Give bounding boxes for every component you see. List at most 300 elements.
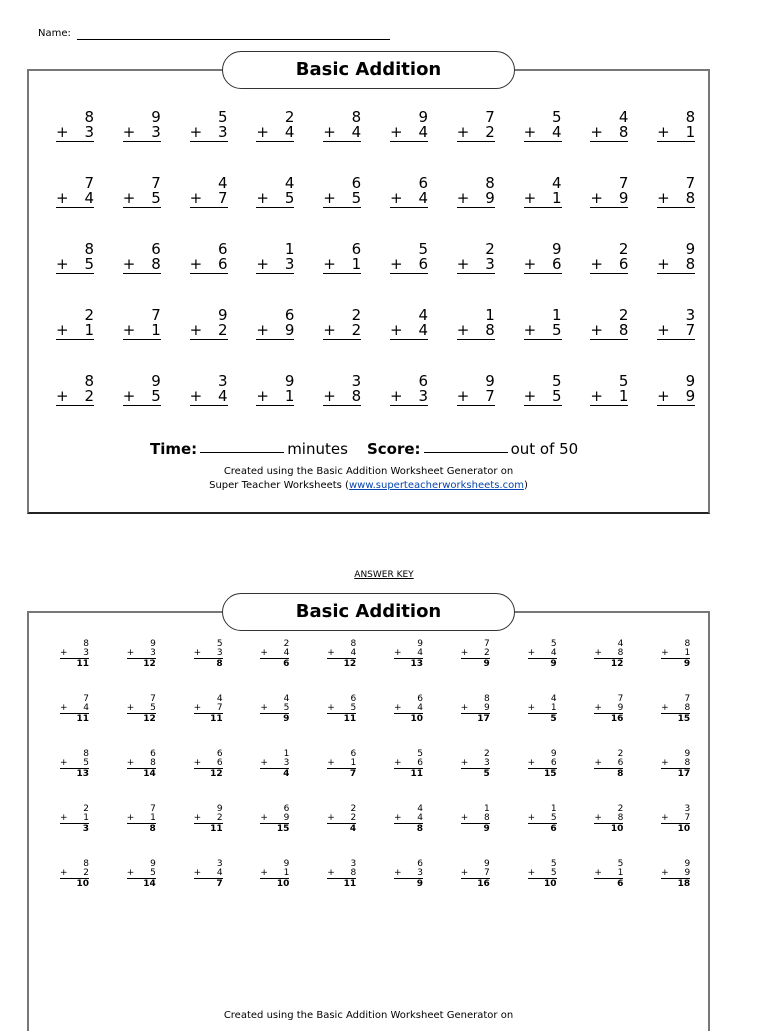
addend-top: 7 [84, 174, 94, 192]
addend-bottom [323, 125, 361, 142]
key-addend-top: 2 [350, 804, 357, 814]
answer-key-grid [56, 640, 692, 915]
problem [256, 374, 294, 440]
key-addend-top: 3 [216, 859, 223, 869]
key-addend-top: 4 [550, 694, 557, 704]
key-addend-bottom-value: 4 [216, 868, 223, 878]
plus-sign: + [323, 255, 336, 273]
key-plus-sign: + [327, 703, 335, 713]
key-addend-bottom-value: 9 [617, 703, 624, 713]
addend-top: 8 [685, 108, 696, 126]
key-sum: 12 [610, 659, 624, 669]
addend-bottom [524, 323, 562, 340]
addend-top: 5 [218, 108, 228, 126]
problem [524, 176, 562, 242]
key-addend-bottom-value: 1 [684, 648, 691, 658]
problem [323, 110, 361, 176]
addend-top: 7 [151, 306, 161, 324]
problem [457, 110, 495, 176]
problem [390, 308, 428, 374]
addend-bottom [123, 323, 161, 340]
key-plus-sign: + [527, 648, 536, 658]
addend-bottom [56, 191, 94, 208]
key-addend-bottom-value: 9 [283, 813, 290, 823]
answer-key-problem [394, 695, 423, 750]
plus-sign: + [56, 255, 69, 273]
key-addend-bottom [461, 814, 490, 824]
key-plus-sign: + [260, 648, 268, 658]
addend-top: 5 [552, 108, 562, 126]
problem [524, 308, 562, 374]
addend-top: 2 [84, 306, 94, 324]
key-addend-bottom [461, 704, 490, 714]
key-addend-top: 6 [150, 749, 156, 759]
addend-bottom-value: 8 [685, 255, 696, 273]
answer-key-problem [60, 860, 89, 915]
key-addend-top: 8 [83, 749, 89, 759]
key-addend-bottom [661, 704, 690, 714]
key-plus-sign: + [193, 758, 202, 768]
addend-top: 3 [685, 306, 696, 324]
key-addend-bottom [194, 649, 223, 659]
key-sum: 15 [677, 714, 691, 724]
time-score-line [150, 440, 578, 458]
key-addend-bottom-value: 1 [150, 813, 156, 823]
key-sum: 5 [483, 769, 490, 779]
key-sum: 7 [349, 769, 357, 779]
addend-bottom-value: 3 [485, 255, 495, 273]
addend-bottom [657, 257, 695, 274]
score-suffix: out of 50 [510, 440, 579, 458]
addend-top: 7 [151, 174, 161, 192]
key-addend-bottom-value: 1 [350, 758, 357, 768]
key-addend-top: 1 [550, 804, 557, 814]
credit-line-1: Created using the Basic Addition Worksheet Generator on [223, 466, 514, 477]
key-plus-sign: + [60, 813, 68, 823]
addend-bottom [390, 323, 428, 340]
addend-bottom [457, 191, 495, 208]
plus-sign: + [122, 123, 136, 141]
plus-sign: + [189, 123, 203, 141]
addend-bottom-value: 5 [84, 255, 94, 273]
key-plus-sign: + [126, 813, 135, 823]
key-addend-bottom [127, 869, 156, 879]
problem [56, 176, 94, 242]
addend-bottom [524, 125, 562, 142]
problem [390, 110, 428, 176]
addend-top: 1 [552, 306, 562, 324]
key-addend-bottom [194, 704, 223, 714]
plus-sign: + [590, 387, 603, 405]
addend-bottom-value: 4 [418, 321, 428, 339]
problem [190, 110, 228, 176]
plus-sign: + [456, 189, 470, 207]
key-addend-bottom [528, 814, 557, 824]
problem [657, 242, 695, 308]
addend-bottom [657, 323, 695, 340]
key-addend-bottom [127, 814, 156, 824]
key-sum: 11 [343, 879, 357, 889]
plus-sign: + [122, 255, 136, 273]
plus-sign: + [523, 255, 537, 273]
key-addend-bottom-value: 8 [684, 758, 691, 768]
answer-key-problem [528, 860, 557, 915]
answer-key-problem [327, 860, 356, 915]
key-plus-sign: + [460, 758, 469, 768]
key-addend-bottom [327, 869, 356, 879]
addend-top: 6 [218, 240, 228, 258]
plus-sign: + [657, 321, 670, 339]
key-addend-bottom-value: 6 [550, 758, 557, 768]
addend-bottom-value: 5 [351, 189, 362, 207]
key-addend-bottom-value: 5 [550, 868, 557, 878]
addend-bottom [56, 323, 94, 340]
key-addend-bottom-value: 4 [417, 813, 423, 823]
addend-bottom-value: 7 [218, 189, 228, 207]
key-addend-top: 5 [550, 859, 557, 869]
addend-top: 6 [418, 174, 428, 192]
addend-bottom-value: 6 [218, 255, 228, 273]
credit-link[interactable]: www.superteacherworksheets.com [348, 480, 524, 491]
key-addend-bottom [260, 759, 289, 769]
key-sum: 11 [76, 659, 89, 669]
key-plus-sign: + [393, 758, 402, 768]
answer-key-problem [194, 750, 223, 805]
key-addend-bottom [60, 649, 89, 659]
addend-bottom [457, 323, 495, 340]
key-plus-sign: + [260, 813, 268, 823]
addend-top: 6 [418, 372, 428, 390]
key-sum: 16 [610, 714, 624, 724]
key-addend-bottom-value: 8 [484, 813, 490, 823]
answer-key-problem [594, 750, 623, 805]
key-addend-bottom [594, 649, 623, 659]
addend-bottom [123, 257, 161, 274]
credit-suffix: ) [523, 480, 528, 491]
addend-bottom [56, 389, 94, 406]
key-sum: 8 [216, 659, 223, 669]
addend-bottom [524, 389, 562, 406]
answer-key-problem [194, 695, 223, 750]
answer-key-credit [27, 1009, 710, 1023]
plus-sign: + [189, 255, 203, 273]
key-addend-bottom [394, 814, 423, 824]
problem [123, 374, 161, 440]
problem [457, 176, 495, 242]
key-addend-bottom-value: 3 [216, 648, 223, 658]
addend-top: 7 [485, 108, 495, 126]
key-addend-top: 6 [216, 749, 223, 759]
key-addend-bottom [127, 649, 156, 659]
key-sum: 9 [283, 714, 290, 724]
addend-bottom [123, 389, 161, 406]
key-addend-bottom-value: 4 [417, 648, 423, 658]
key-sum: 13 [76, 769, 89, 779]
key-addend-top: 5 [417, 749, 423, 759]
addend-top: 5 [418, 240, 428, 258]
key-addend-top: 4 [283, 694, 290, 704]
answer-key-problem [260, 860, 289, 915]
key-addend-bottom-value: 3 [150, 648, 156, 658]
key-sum: 10 [76, 879, 89, 889]
plus-sign: + [323, 321, 336, 339]
key-addend-bottom-value: 8 [150, 758, 156, 768]
key-sum: 9 [683, 659, 691, 669]
addend-bottom [190, 125, 228, 142]
score-blank [424, 452, 508, 453]
problem [56, 308, 94, 374]
key-addend-bottom-value: 4 [550, 648, 557, 658]
key-addend-bottom [461, 649, 490, 659]
answer-key-problem [661, 805, 690, 860]
plus-sign: + [657, 387, 670, 405]
key-plus-sign: + [661, 868, 669, 878]
plus-sign: + [657, 123, 670, 141]
addend-bottom-value: 7 [685, 321, 696, 339]
key-addend-bottom [528, 869, 557, 879]
plus-sign: + [590, 255, 603, 273]
key-addend-top: 8 [684, 639, 691, 649]
credit-line-2 [27, 479, 710, 493]
plus-sign: + [590, 321, 603, 339]
key-addend-top: 9 [150, 859, 156, 869]
addend-bottom [457, 125, 495, 142]
key-addend-bottom [260, 814, 289, 824]
key-addend-bottom-value: 8 [350, 868, 357, 878]
addend-bottom-value: 4 [418, 123, 428, 141]
key-sum: 9 [550, 659, 557, 669]
key-plus-sign: + [393, 813, 402, 823]
answer-key-problem [661, 860, 690, 915]
problem [190, 176, 228, 242]
key-addend-bottom-value: 1 [83, 813, 89, 823]
addend-bottom [123, 125, 161, 142]
addend-bottom-value: 9 [685, 387, 696, 405]
problem [256, 308, 294, 374]
key-addend-top: 9 [684, 859, 691, 869]
key-addend-bottom-value: 4 [350, 648, 357, 658]
addend-bottom-value: 7 [485, 387, 495, 405]
answer-key-problem [260, 640, 289, 695]
addend-top: 3 [218, 372, 228, 390]
addend-top: 9 [151, 108, 161, 126]
problem [323, 242, 361, 308]
plus-sign: + [56, 321, 69, 339]
plus-sign: + [456, 255, 470, 273]
key-sum: 10 [677, 824, 691, 834]
addend-top: 4 [552, 174, 562, 192]
answer-key-problem [528, 750, 557, 805]
key-addend-top: 7 [150, 694, 156, 704]
answer-key-problem [461, 640, 490, 695]
answer-key-problem [327, 640, 356, 695]
addend-top: 8 [351, 108, 362, 126]
plus-sign: + [657, 255, 670, 273]
key-addend-bottom [528, 704, 557, 714]
plus-sign: + [523, 123, 537, 141]
key-sum: 3 [82, 824, 89, 834]
key-addend-bottom [127, 704, 156, 714]
key-addend-top: 2 [617, 749, 624, 759]
answer-key-problem [461, 860, 490, 915]
answer-key-problem [461, 805, 490, 860]
addend-bottom-value: 5 [151, 387, 161, 405]
score-label: Score: [366, 440, 421, 458]
key-addend-bottom-value: 5 [350, 703, 357, 713]
key-addend-top: 2 [283, 639, 290, 649]
addend-bottom-value: 5 [151, 189, 161, 207]
addend-top: 9 [151, 372, 161, 390]
key-addend-bottom [594, 814, 623, 824]
key-plus-sign: + [193, 868, 202, 878]
key-addend-bottom [327, 759, 356, 769]
plus-sign: + [523, 387, 537, 405]
answer-key-problem [127, 860, 156, 915]
addend-bottom [390, 257, 428, 274]
answer-key-problem [327, 695, 356, 750]
key-addend-bottom-value: 5 [550, 813, 557, 823]
problem [256, 110, 294, 176]
addend-bottom [256, 389, 294, 406]
key-plus-sign: + [460, 868, 469, 878]
addend-bottom-value: 8 [151, 255, 161, 273]
key-sum: 11 [210, 714, 223, 724]
problem [657, 308, 695, 374]
answer-key-problem [594, 805, 623, 860]
key-addend-top: 1 [484, 804, 490, 814]
addend-bottom [256, 125, 294, 142]
key-sum: 10 [610, 824, 624, 834]
key-addend-top: 2 [83, 804, 89, 814]
addend-bottom-value: 4 [84, 189, 94, 207]
addend-bottom [56, 125, 94, 142]
key-addend-bottom-value: 1 [283, 868, 290, 878]
plus-sign: + [389, 255, 403, 273]
addend-bottom-value: 6 [418, 255, 428, 273]
addend-bottom [590, 125, 628, 142]
key-addend-bottom [661, 759, 690, 769]
addend-bottom-value: 4 [418, 189, 428, 207]
key-plus-sign: + [60, 703, 68, 713]
key-sum: 4 [349, 824, 357, 834]
addend-top: 6 [351, 174, 362, 192]
plus-sign: + [456, 123, 470, 141]
addend-bottom [590, 191, 628, 208]
key-addend-bottom-value: 3 [484, 758, 490, 768]
problem [524, 110, 562, 176]
answer-key-problem [60, 640, 89, 695]
key-plus-sign: + [527, 813, 536, 823]
addend-bottom-value: 3 [418, 387, 428, 405]
key-sum: 8 [416, 824, 423, 834]
key-plus-sign: + [126, 703, 135, 713]
problem [190, 374, 228, 440]
key-addend-top: 3 [684, 804, 691, 814]
worksheet-title: Basic Addition [222, 51, 515, 89]
key-plus-sign: + [126, 648, 135, 658]
problem [524, 242, 562, 308]
key-addend-top: 9 [150, 639, 156, 649]
key-plus-sign: + [260, 868, 268, 878]
plus-sign: + [456, 321, 470, 339]
addend-bottom [323, 389, 361, 406]
addend-top: 9 [685, 372, 696, 390]
addend-top: 8 [84, 240, 94, 258]
addend-bottom [590, 323, 628, 340]
key-sum: 10 [410, 714, 423, 724]
addend-bottom-value: 5 [552, 387, 562, 405]
problem [590, 308, 628, 374]
key-addend-bottom-value: 6 [617, 758, 624, 768]
addend-top: 9 [218, 306, 228, 324]
key-sum: 6 [617, 879, 624, 889]
addend-bottom [657, 389, 695, 406]
key-sum: 11 [76, 714, 89, 724]
key-addend-top: 7 [684, 694, 691, 704]
key-addend-top: 5 [550, 639, 557, 649]
key-addend-bottom-value: 2 [216, 813, 223, 823]
key-plus-sign: + [594, 868, 602, 878]
addend-top: 2 [485, 240, 495, 258]
key-addend-top: 8 [484, 694, 490, 704]
key-plus-sign: + [594, 648, 602, 658]
key-plus-sign: + [594, 813, 602, 823]
addend-bottom [190, 257, 228, 274]
addend-bottom-value: 3 [151, 123, 161, 141]
time-blank [200, 452, 284, 453]
key-addend-top: 9 [216, 804, 223, 814]
addend-bottom-value: 2 [84, 387, 94, 405]
key-addend-top: 4 [617, 639, 624, 649]
key-plus-sign: + [527, 868, 536, 878]
key-plus-sign: + [460, 648, 469, 658]
addend-bottom-value: 3 [84, 123, 94, 141]
addend-top: 9 [552, 240, 562, 258]
key-sum: 10 [544, 879, 557, 889]
addend-bottom-value: 3 [284, 255, 295, 273]
addend-bottom [590, 257, 628, 274]
key-plus-sign: + [393, 868, 402, 878]
key-addend-bottom [661, 814, 690, 824]
addend-bottom [657, 191, 695, 208]
key-sum: 5 [550, 714, 557, 724]
key-addend-top: 9 [550, 749, 557, 759]
problem [323, 308, 361, 374]
key-addend-bottom [594, 759, 623, 769]
plus-sign: + [389, 387, 403, 405]
key-addend-bottom-value: 9 [684, 868, 691, 878]
answer-key-problem [127, 805, 156, 860]
problem [323, 176, 361, 242]
answer-key-problem [528, 695, 557, 750]
key-sum: 13 [410, 659, 423, 669]
answer-key-problem [528, 640, 557, 695]
key-sum: 9 [416, 879, 423, 889]
addend-bottom-value: 4 [218, 387, 228, 405]
name-label: Name: [38, 28, 71, 39]
addend-bottom-value: 4 [552, 123, 562, 141]
problem [190, 308, 228, 374]
addend-bottom [256, 323, 294, 340]
time-unit: minutes [287, 440, 348, 458]
addend-top: 5 [618, 372, 629, 390]
addend-top: 9 [284, 372, 295, 390]
problem [56, 110, 94, 176]
key-addend-bottom [661, 869, 690, 879]
key-sum: 11 [410, 769, 423, 779]
answer-key-problem [661, 695, 690, 750]
plus-sign: + [456, 387, 470, 405]
